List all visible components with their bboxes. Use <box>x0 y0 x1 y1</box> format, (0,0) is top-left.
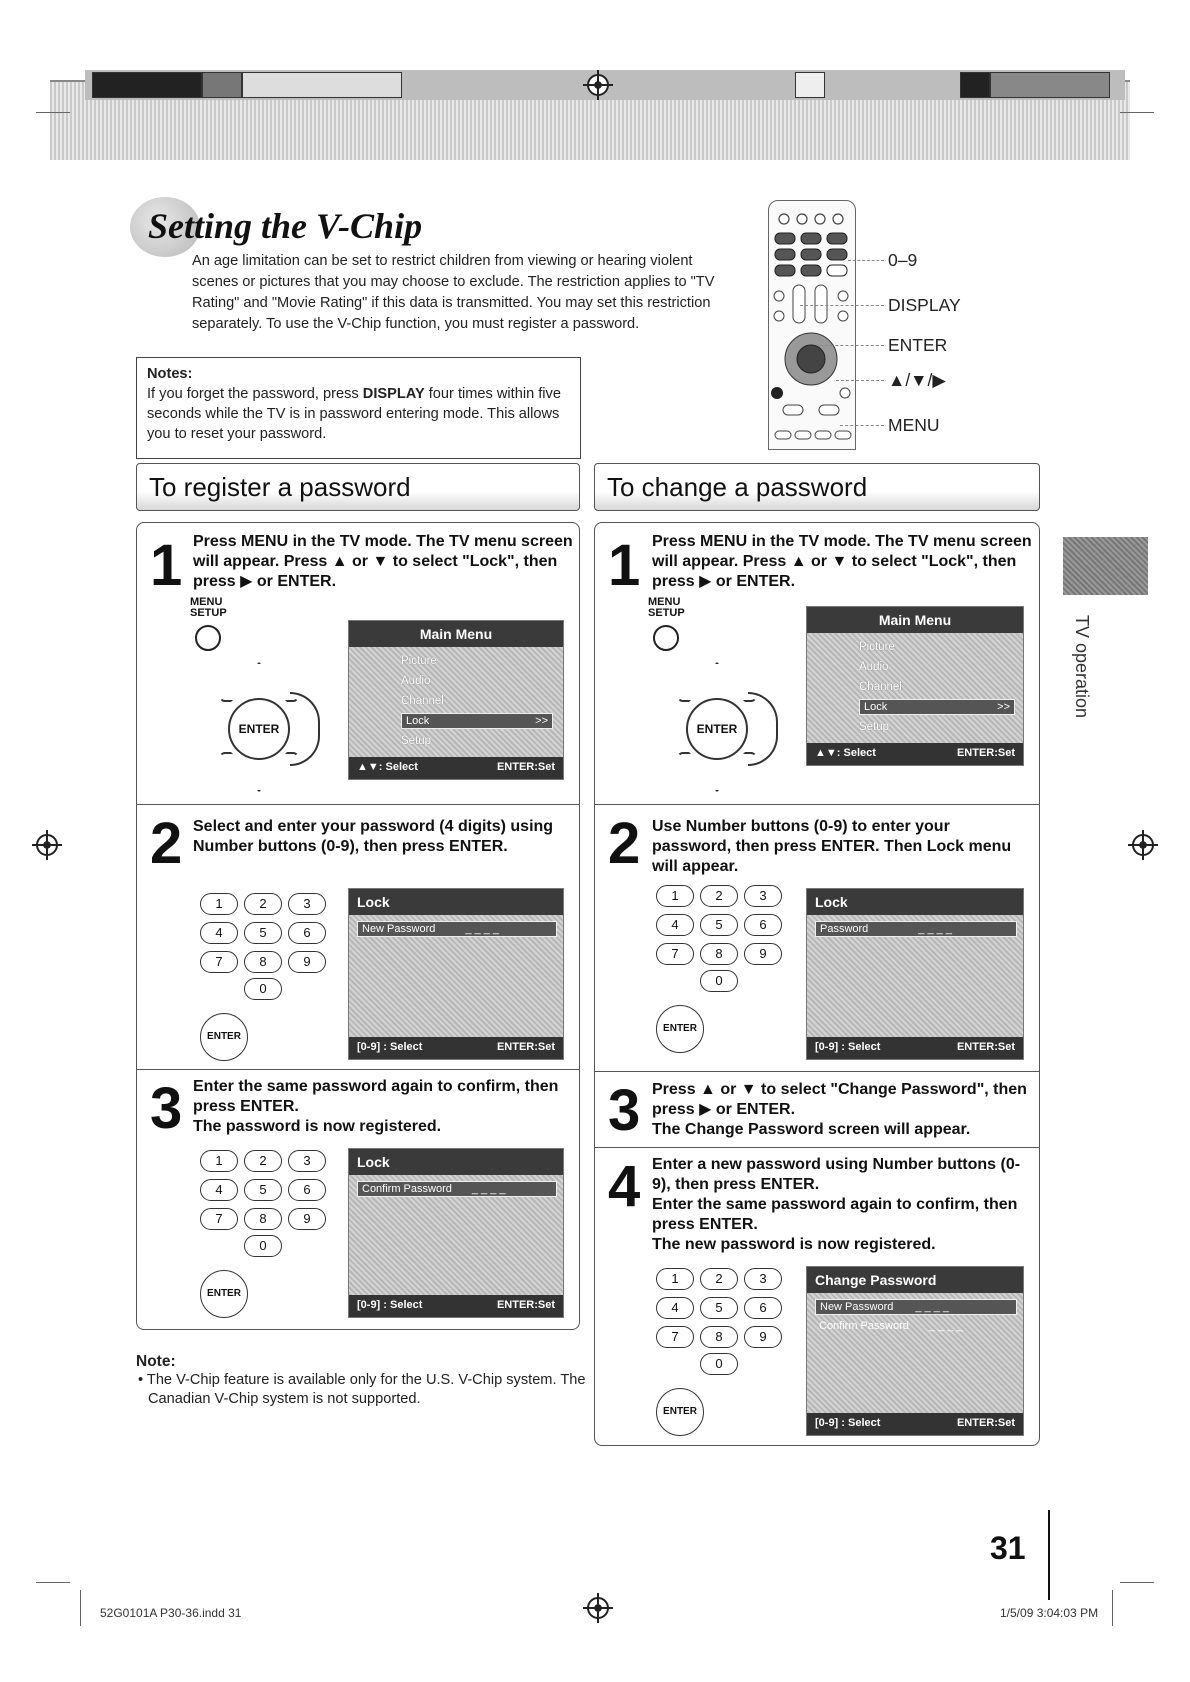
menu-item-selected: Lock >> <box>859 699 1015 715</box>
number-key-5: 5 <box>244 922 282 944</box>
number-key-0: 0 <box>244 978 282 1000</box>
page-number-rule <box>1048 1510 1050 1600</box>
step-text: The new password is now registered. <box>652 1236 936 1253</box>
number-key-1: 1 <box>656 885 694 907</box>
password-row: Password _ _ _ _ <box>815 921 1017 937</box>
number-key-9: 9 <box>744 943 782 965</box>
notes-box <box>136 357 581 459</box>
tv-screen-new-password <box>348 888 564 1060</box>
number-key-7: 7 <box>200 951 238 973</box>
number-key-1: 1 <box>200 893 238 915</box>
remote-label-arrows: ▲/▼/▶ <box>888 370 946 390</box>
screen-footer: [0-9] : Select ENTER:Set <box>349 1037 563 1059</box>
step-divider <box>136 804 580 805</box>
remote-label-enter: ENTER <box>888 335 948 355</box>
step-text: Enter the same password again to confirm, then press ENTER. <box>193 1078 559 1115</box>
number-key-7: 7 <box>656 1326 694 1348</box>
screen-title: Lock <box>807 889 1023 915</box>
menu-setup-label: MENU SETUP <box>648 596 685 619</box>
step-number: 3 <box>150 1076 183 1141</box>
menu-item-selected: Lock >> <box>401 713 553 729</box>
menu-item: Picture <box>859 641 895 653</box>
screen-title: Lock <box>349 1149 563 1175</box>
number-key-6: 6 <box>744 1297 782 1319</box>
number-key-6: 6 <box>288 922 326 944</box>
step-number: 1 <box>150 533 183 598</box>
enter-button-icon: ENTER <box>656 1005 704 1053</box>
header-swatch <box>202 72 242 98</box>
remote-label-display: DISPLAY <box>888 295 961 315</box>
tv-screen-change-password <box>806 1266 1024 1436</box>
side-tab-label: TV operation <box>1072 615 1092 719</box>
step-number: 4 <box>608 1154 641 1219</box>
footnote-text: • The V-Chip feature is available only for the U.S. V-Chip system. The Canadian V-Chip system is not supported. <box>138 1372 586 1407</box>
number-key-3: 3 <box>288 1150 326 1172</box>
footnote <box>136 1352 596 1409</box>
notes-text: If you forget the password, press DISPLAY four times within five seconds while the TV is in password entering mode. This allows you to reset your password. <box>147 386 561 442</box>
menu-item: Channel <box>401 695 444 707</box>
screen-title: Lock <box>349 889 563 915</box>
crop-mark <box>80 1590 81 1626</box>
menu-item: Setup <box>859 721 890 733</box>
number-key-3: 3 <box>744 885 782 907</box>
enter-button-icon: ENTER <box>686 698 748 760</box>
change-heading: To change a password <box>594 463 1040 511</box>
remote-label-numbers: 0–9 <box>888 250 918 270</box>
page-number: 31 <box>990 1530 1026 1566</box>
step-text: Enter a new password using Number buttons (0-9), then press ENTER. <box>652 1156 1021 1193</box>
number-key-5: 5 <box>700 914 738 936</box>
screen-footer: [0-9] : Select ENTER:Set <box>807 1413 1023 1435</box>
page-title: Setting the V-Chip <box>148 206 423 246</box>
menu-setup-label: MENU SETUP <box>190 596 227 619</box>
number-key-2: 2 <box>244 1150 282 1172</box>
crop-mark <box>1112 1590 1113 1626</box>
menu-item: Picture <box>401 655 437 667</box>
menu-item: Audio <box>401 675 431 687</box>
footer-timestamp: 1/5/09 3:04:03 PM <box>1000 1606 1099 1620</box>
number-key-7: 7 <box>200 1208 238 1230</box>
menu-item: Audio <box>859 661 889 673</box>
registration-mark-icon <box>36 834 58 856</box>
callout-line <box>836 380 884 381</box>
step-number: 3 <box>608 1078 641 1143</box>
step-text: Use Number buttons (0-9) to enter your password, then press ENTER. Then Lock menu will appear. <box>652 818 1012 875</box>
number-key-8: 8 <box>244 951 282 973</box>
number-key-4: 4 <box>656 914 694 936</box>
number-key-8: 8 <box>700 1326 738 1348</box>
side-tab-block <box>1063 537 1148 595</box>
crop-mark <box>36 112 70 113</box>
number-key-4: 4 <box>200 1179 238 1201</box>
screen-title: Change Password <box>807 1267 1023 1293</box>
step-text: Press MENU in the TV mode. The TV menu screen will appear. Press ▲ or ▼ to select "Lock", then press ▶ or ENTER. <box>652 533 1032 590</box>
footnote-heading: Note: <box>136 1353 176 1370</box>
number-key-0: 0 <box>244 1235 282 1257</box>
number-key-2: 2 <box>700 1268 738 1290</box>
callout-line <box>800 305 884 306</box>
step-text: The Change Password screen will appear. <box>652 1121 971 1138</box>
header-swatch <box>92 72 202 98</box>
number-key-3: 3 <box>744 1268 782 1290</box>
callout-line <box>840 425 884 426</box>
screen-title: Main Menu <box>807 607 1023 633</box>
password-row: Confirm Password _ _ _ _ <box>357 1181 557 1197</box>
number-key-8: 8 <box>244 1208 282 1230</box>
number-key-2: 2 <box>244 893 282 915</box>
tv-screen-password <box>806 888 1024 1060</box>
password-row: New Password _ _ _ _ <box>815 1299 1017 1315</box>
number-key-3: 3 <box>288 893 326 915</box>
number-key-4: 4 <box>656 1297 694 1319</box>
notes-heading: Notes: <box>147 366 193 382</box>
registration-mark-icon <box>587 74 609 96</box>
number-key-7: 7 <box>656 943 694 965</box>
tv-screen-main-menu <box>806 606 1024 766</box>
header-swatch <box>990 72 1110 98</box>
header-swatch <box>242 72 402 98</box>
screen-footer: [0-9] : Select ENTER:Set <box>807 1037 1023 1059</box>
intro-text: An age limitation can be set to restrict children from viewing or hearing violent scenes or pictures that you may choose to exclude. The restriction applies to "TV Rating" and "Movie Rating" if this data is transmitted. You may set this restriction separately. To use the V-Chip function, you must register a password. <box>192 253 715 332</box>
menu-item: Setup <box>401 735 432 747</box>
number-key-5: 5 <box>700 1297 738 1319</box>
menu-item: Channel <box>859 681 902 693</box>
number-key-6: 6 <box>288 1179 326 1201</box>
step-divider <box>136 1069 580 1070</box>
number-key-1: 1 <box>200 1150 238 1172</box>
enter-button-icon: ENTER <box>200 1270 248 1318</box>
register-heading: To register a password <box>136 463 580 511</box>
crop-mark <box>1120 1582 1154 1583</box>
header-swatch <box>960 72 990 98</box>
step-text: Press MENU in the TV mode. The TV menu screen will appear. Press ▲ or ▼ to select "Lock", then press ▶ or ENTER. <box>193 533 573 590</box>
number-key-5: 5 <box>244 1179 282 1201</box>
number-key-9: 9 <box>288 951 326 973</box>
step-text: Press ▲ or ▼ to select "Change Password", then press ▶ or ENTER. <box>652 1081 1027 1118</box>
number-key-1: 1 <box>656 1268 694 1290</box>
password-row: Confirm Password _ _ _ _ <box>819 1320 963 1332</box>
screen-title: Main Menu <box>349 621 563 647</box>
number-key-6: 6 <box>744 914 782 936</box>
step-text: The password is now registered. <box>193 1118 442 1135</box>
number-key-4: 4 <box>200 922 238 944</box>
number-key-0: 0 <box>700 1353 738 1375</box>
step-number: 2 <box>608 811 641 876</box>
enter-button-icon: ENTER <box>656 1388 704 1436</box>
header-swatch <box>795 72 825 98</box>
remote-icon <box>769 201 855 449</box>
enter-button-icon: ENTER <box>228 698 290 760</box>
number-key-9: 9 <box>744 1326 782 1348</box>
step-text: Enter the same password again to confirm, then press ENTER. <box>652 1196 1018 1233</box>
step-divider <box>594 804 1040 805</box>
screen-footer: ▲▼: Select ENTER:Set <box>349 757 563 779</box>
remote-label-menu: MENU <box>888 415 940 435</box>
step-divider <box>594 1147 1040 1148</box>
number-key-0: 0 <box>700 970 738 992</box>
number-key-8: 8 <box>700 943 738 965</box>
screen-footer: ▲▼: Select ENTER:Set <box>807 743 1023 765</box>
tv-screen-confirm-password <box>348 1148 564 1318</box>
step-text: Select and enter your password (4 digits) using Number buttons (0-9), then press ENTER. <box>193 818 554 855</box>
step-number: 2 <box>150 811 183 876</box>
crop-mark <box>1120 112 1154 113</box>
registration-mark-icon <box>1132 834 1154 856</box>
callout-line <box>820 345 884 346</box>
tv-screen-main-menu <box>348 620 564 780</box>
step-number: 1 <box>608 533 641 598</box>
password-row: New Password _ _ _ _ <box>357 921 557 937</box>
footer-file-info: 52G0101A P30-36.indd 31 <box>100 1606 242 1620</box>
screen-footer: [0-9] : Select ENTER:Set <box>349 1295 563 1317</box>
remote-illustration <box>768 200 856 450</box>
enter-button-icon: ENTER <box>200 1013 248 1061</box>
step-divider <box>594 1071 1040 1072</box>
menu-button-icon <box>653 625 679 651</box>
number-key-9: 9 <box>288 1208 326 1230</box>
callout-line <box>848 260 884 261</box>
menu-button-icon <box>195 625 221 651</box>
number-key-2: 2 <box>700 885 738 907</box>
crop-mark <box>36 1582 70 1583</box>
registration-mark-icon <box>587 1597 609 1619</box>
